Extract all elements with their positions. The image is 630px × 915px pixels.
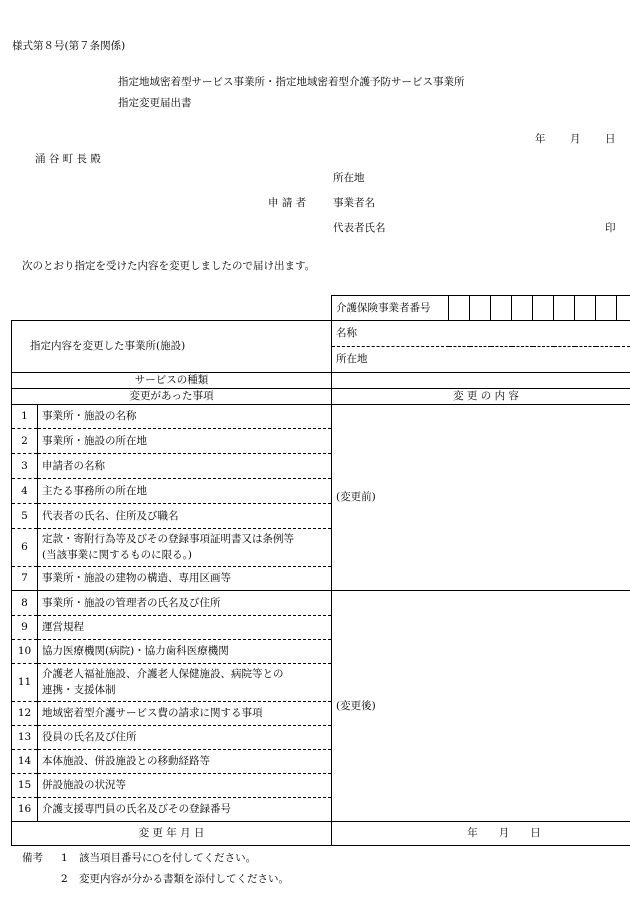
item-text: 併設施設の状況等 <box>38 774 332 798</box>
item-text: 事業所・施設の名称 <box>38 405 332 429</box>
notes-label: 備考 <box>22 852 43 864</box>
insurance-no-digit[interactable] <box>596 296 617 321</box>
insurance-no-digit[interactable] <box>554 296 575 321</box>
item-no: 14 <box>12 750 38 774</box>
item-no: 4 <box>12 479 38 504</box>
item-text: 役員の氏名及び住所 <box>38 726 332 750</box>
date-day-label: 日 <box>605 133 616 145</box>
item-text: 運営規程 <box>38 616 332 640</box>
after-change-field[interactable] <box>332 591 630 822</box>
item-text: 介護支援専門員の氏名及びその登録番号 <box>38 798 332 822</box>
item-no: 8 <box>12 591 38 616</box>
insurance-no-digit[interactable] <box>575 296 596 321</box>
facility-address-label: 所在地 <box>336 353 368 366</box>
item-text: 本体施設、併設施設との移動経路等 <box>38 750 332 774</box>
item-no: 11 <box>12 664 38 702</box>
item-no: 12 <box>12 702 38 726</box>
item-no: 9 <box>12 616 38 640</box>
item-text-line-2: (当該事業に関するものに限る。) <box>42 548 192 561</box>
note-text: 変更内容が分かる書類を添付してください。 <box>79 873 289 885</box>
insurance-no-digit[interactable] <box>470 296 491 321</box>
item-no: 1 <box>12 405 38 429</box>
title-line-2: 指定変更届出書 <box>118 97 192 109</box>
item-no: 2 <box>12 429 38 454</box>
before-change-field[interactable] <box>332 405 630 591</box>
item-text: 協力医療機関(病院)・協力歯科医療機関 <box>38 640 332 664</box>
item-text-line-1: 介護老人福祉施設、介護老人保健施設、病院等との <box>42 667 284 680</box>
intro-text: 次のとおり指定を受けた内容を変更しましたので届け出ます。 <box>22 260 316 272</box>
insurance-no-digit[interactable] <box>512 296 533 321</box>
facility-name-label: 名称 <box>336 327 357 340</box>
facility-name-field[interactable] <box>332 321 630 347</box>
insurance-no-label: 介護保険事業者番号 <box>332 296 449 321</box>
item-text-line-2: 連携・支援体制 <box>42 683 116 696</box>
facility-address-field[interactable] <box>332 347 630 373</box>
applicant-label: 申 請 者 <box>268 197 307 209</box>
item-no: 16 <box>12 798 38 822</box>
item-text: 地域密着型介護サービス費の請求に関する事項 <box>38 702 332 726</box>
change-date-label: 変 更 年 月 日 <box>12 822 332 846</box>
seal-mark: 印 <box>605 222 616 234</box>
item-text: 代表者の氏名、住所及び職名 <box>38 504 332 529</box>
note-number: 2 <box>61 873 68 885</box>
change-form-table <box>11 295 630 846</box>
item-text-line-1: 定款・寄附行為等及びその登録事項証明書又は条例等 <box>42 532 294 545</box>
service-type-field[interactable] <box>332 373 630 389</box>
addressee: 涌 谷 町 長 殿 <box>35 153 101 165</box>
item-no: 3 <box>12 454 38 479</box>
item-no: 15 <box>12 774 38 798</box>
item-text <box>38 529 332 567</box>
representative-label: 代表者氏名 <box>333 222 386 234</box>
item-text <box>38 664 332 702</box>
applicant-name-label: 事業者名 <box>333 197 375 209</box>
before-label: (変更前) <box>336 491 376 504</box>
after-label: (変更後) <box>336 699 376 712</box>
item-text: 事業所・施設の所在地 <box>38 429 332 454</box>
date-month-label: 月 <box>570 133 581 145</box>
item-text: 事業所・施設の管理者の氏名及び住所 <box>38 591 332 616</box>
change-content-header: 変 更 の 内 容 <box>332 389 630 405</box>
insurance-no-digit[interactable] <box>533 296 554 321</box>
note-text: 該当項目番号に○を付してください。 <box>79 852 257 864</box>
applicant-address-label: 所在地 <box>333 172 365 184</box>
form-number: 様式第８号(第７条関係) <box>12 40 126 52</box>
item-no: 10 <box>12 640 38 664</box>
item-text: 事業所・施設の建物の構造、専用区画等 <box>38 567 332 591</box>
item-no: 7 <box>12 567 38 591</box>
service-type-label: サービスの種類 <box>12 373 332 389</box>
title-line-1: 指定地域密着型サービス事業所・指定地域密着型介護予防サービス事業所 <box>118 76 465 88</box>
insurance-no-digit[interactable] <box>449 296 470 321</box>
item-no: 13 <box>12 726 38 750</box>
insurance-no-digit[interactable] <box>617 296 630 321</box>
item-text: 主たる事務所の所在地 <box>38 479 332 504</box>
item-no: 5 <box>12 504 38 529</box>
changed-items-header: 変更があった事項 <box>12 389 332 405</box>
item-text: 申請者の名称 <box>38 454 332 479</box>
insurance-no-digit[interactable] <box>491 296 512 321</box>
facility-label: 指定内容を変更した事業所(施設) <box>12 321 332 373</box>
note-number: 1 <box>61 852 68 864</box>
change-date-field[interactable]: 年 月 日 <box>332 822 630 846</box>
date-year-label: 年 <box>535 133 546 145</box>
item-no: 6 <box>12 529 38 567</box>
